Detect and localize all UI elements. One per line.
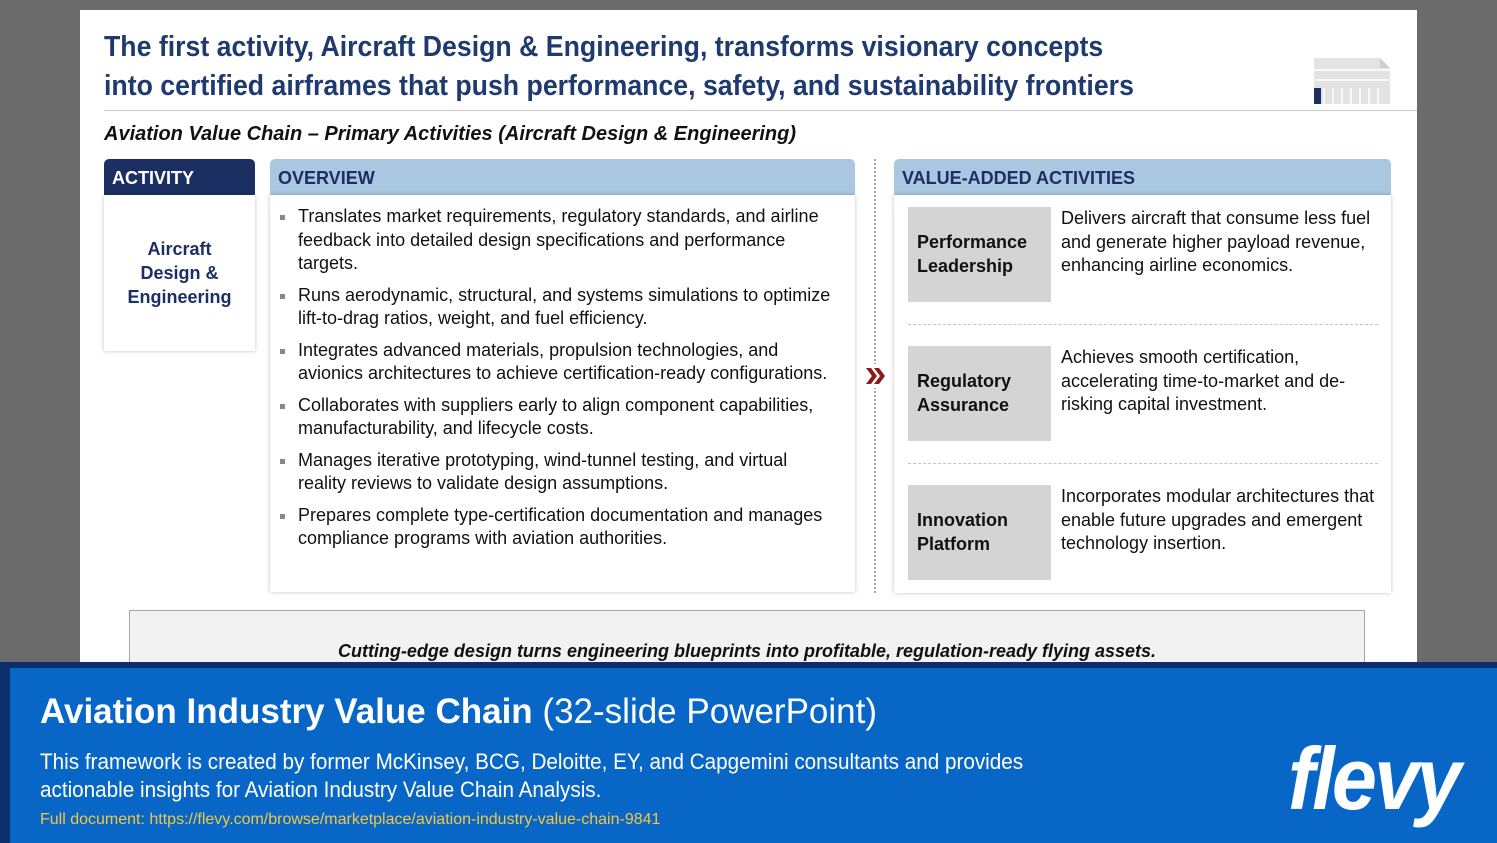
overview-bullet: Integrates advanced materials, propulsion technologies, and avionics architectures to achieve certification-ready configurations. xyxy=(280,339,835,386)
value-added-label xyxy=(908,485,1051,580)
footer-description: This framework is created by former McKinsey, BCG, Deloitte, EY, and Capgemini consultants and provides actionable insights for Aviation Industry Value Chain Analysis. xyxy=(40,749,1024,802)
label-line: Platform xyxy=(917,533,991,554)
building-logo-icon xyxy=(1314,58,1390,104)
activity-name-line: Aircraft xyxy=(147,239,212,259)
value-added-text: Incorporates modular architectures that enable future upgrades and emergent technology insertion. xyxy=(1061,486,1375,553)
value-added-text: Achieves smooth certification, accelerating time-to-market and de-risking capital investment. xyxy=(1061,347,1346,414)
footer-panel xyxy=(10,668,1497,843)
flevy-logo[interactable]: flevy xyxy=(1288,729,1459,828)
value-added-row xyxy=(908,485,1378,580)
footer-title-main: Aviation Industry Value Chain xyxy=(40,692,533,731)
value-added-row xyxy=(908,346,1378,441)
label-line: Performance xyxy=(917,232,1028,252)
title-divider xyxy=(104,110,1417,111)
label-line: Assurance xyxy=(917,394,1010,415)
label-line: Leadership xyxy=(917,255,1014,276)
row-separator xyxy=(908,324,1378,325)
label-line: Innovation xyxy=(917,510,1008,530)
overview-bullet: Runs aerodynamic, structural, and systems simulations to optimize lift-to-drag ratios, weight, and fuel efficiency. xyxy=(280,284,835,331)
activity-header: ACTIVITY xyxy=(104,159,255,195)
activity-name-line: Design & xyxy=(140,263,219,283)
title-line-2: into certified airframes that push performance, safety, and sustainability frontiers xyxy=(104,70,1134,102)
footer-document-link[interactable]: Full document: https://flevy.com/browse/marketplace/aviation-industry-value-chain-9841 xyxy=(40,811,661,828)
footer-title-sub: (32-slide PowerPoint) xyxy=(542,692,878,731)
footer-title xyxy=(40,692,877,732)
activity-box xyxy=(104,195,255,351)
slide-title xyxy=(104,28,1162,106)
key-takeaway-callout: Cutting-edge design turns engineering blueprints into profitable, regulation-ready flying assets. xyxy=(129,610,1365,680)
value-added-text: Delivers aircraft that consume less fuel and generate higher payload revenue, enhancing airline economics. xyxy=(1061,208,1371,275)
overview-header: OVERVIEW xyxy=(270,159,855,195)
value-added-box xyxy=(894,195,1391,593)
overview-box xyxy=(270,195,855,592)
overview-bullet: Collaborates with suppliers early to align component capabilities, manufacturability, and lifecycle costs. xyxy=(280,394,835,441)
slide-subtitle: Aviation Value Chain – Primary Activities (Aircraft Design & Engineering) xyxy=(104,123,797,145)
value-added-label xyxy=(908,346,1051,441)
activity-name-line: Engineering xyxy=(127,287,232,307)
row-separator xyxy=(908,463,1378,464)
overview-bullet: Prepares complete type-certification documentation and manages compliance programs with aviation authorities. xyxy=(280,504,835,551)
slide xyxy=(80,10,1417,670)
footer-banner xyxy=(0,662,1497,843)
overview-bullet: Translates market requirements, regulatory standards, and airline feedback into detailed design specifications and performance targets. xyxy=(280,205,835,276)
value-added-header: VALUE-ADDED ACTIVITIES xyxy=(894,159,1391,195)
value-added-row xyxy=(908,207,1378,302)
label-line: Regulatory xyxy=(917,371,1012,391)
title-line-1: The first activity, Aircraft Design & Engineering, transforms visionary concepts xyxy=(104,31,1104,63)
double-chevron-right-icon xyxy=(863,364,887,388)
overview-bullet: Manages iterative prototyping, wind-tunnel testing, and virtual reality reviews to validate design assumptions. xyxy=(280,449,835,496)
value-added-label xyxy=(908,207,1051,302)
